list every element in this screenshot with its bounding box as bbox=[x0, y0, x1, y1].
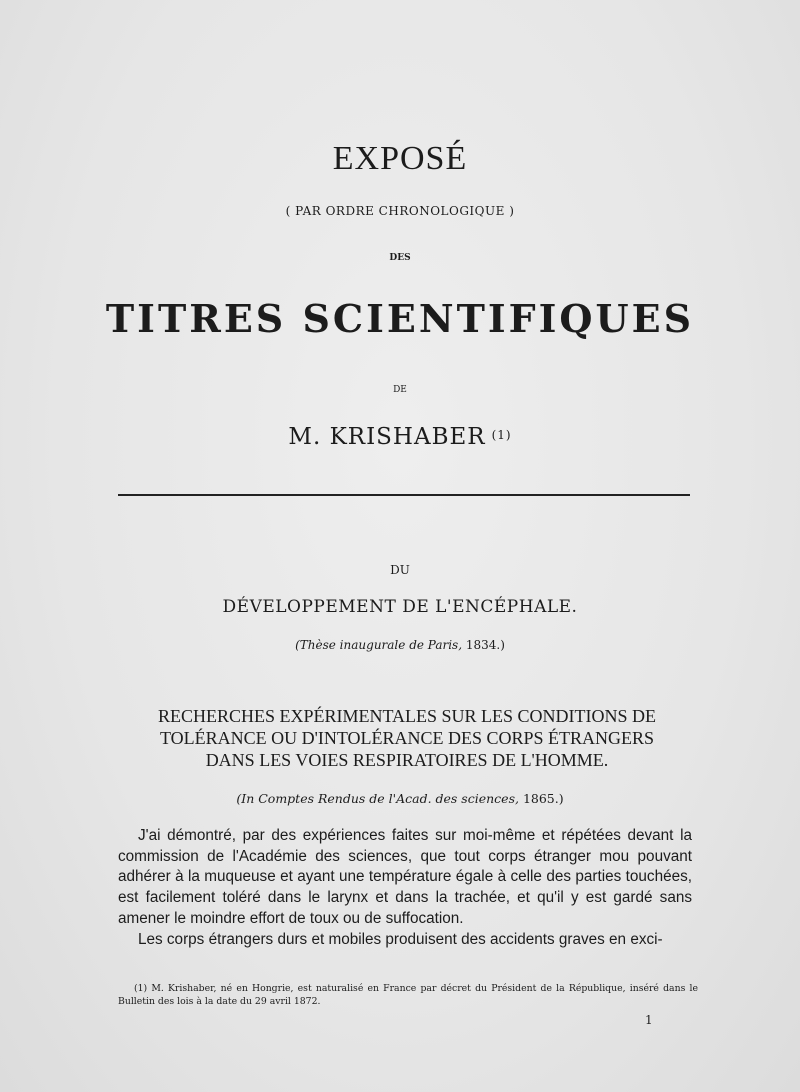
citation-these bbox=[0, 638, 800, 652]
footnote bbox=[118, 982, 698, 1008]
section-title-developpement: DÉVELOPPEMENT DE L'ENCÉPHALE. bbox=[222, 597, 578, 617]
section-title-recherches bbox=[118, 705, 696, 771]
subtitle-chronological: ( PAR ORDRE CHRONOLOGIQUE ) bbox=[285, 204, 515, 218]
separator-rule bbox=[118, 494, 690, 496]
citation-cr-year: 1865.) bbox=[522, 791, 564, 806]
main-title: TITRES SCIENTIFIQUES bbox=[105, 296, 695, 341]
author-footnote-mark: (1) bbox=[491, 428, 512, 442]
footnote-text: (1) M. Krishaber, né en Hongrie, est naturalisé en France par décret du Président de la République, inséré dans le Bulletin des lois à la date du 29 avril 1872. bbox=[118, 983, 698, 1007]
word-des: DES bbox=[389, 253, 411, 263]
section-title-line: RECHERCHES EXPÉRIMENTALES SUR LES CONDITIONS DE bbox=[157, 706, 657, 726]
page-number: 1 bbox=[645, 1013, 653, 1027]
citation-cr-text: (In Comptes Rendus de l'Acad. des sciences, bbox=[236, 791, 523, 806]
word-de: DE bbox=[393, 385, 407, 395]
heading-expose: EXPOSÉ bbox=[332, 140, 468, 177]
section-title-line: DANS LES VOIES RESPIRATOIRES DE L'HOMME. bbox=[205, 750, 609, 770]
paragraph: Les corps étrangers durs et mobiles produisent des accidents graves en exci- bbox=[138, 930, 663, 948]
body-text bbox=[118, 826, 692, 950]
author-name bbox=[0, 424, 800, 450]
citation-comptes-rendus bbox=[0, 791, 800, 806]
citation-these-text: (Thèse inaugurale de Paris, bbox=[295, 638, 466, 652]
word-du: DU bbox=[390, 563, 410, 577]
paragraph: J'ai démontré, par des expériences faites sur moi-même et répétées devant la commission de l'Académie des sciences, que tout corps étranger mou pouvant adhérer à la muqueuse et ayant une température égale à celle des parties touchées, est facilement toléré dans le larynx et dans la trachée, et qu'il y est gardé sans amener le moindre effort de toux ou de suffocation. bbox=[118, 827, 692, 927]
author-label: M. KRISHABER bbox=[288, 424, 486, 450]
citation-these-year: 1834.) bbox=[465, 638, 505, 652]
section-title-line: TOLÉRANCE OU D'INTOLÉRANCE DES CORPS ÉTRANGERS bbox=[159, 728, 655, 748]
